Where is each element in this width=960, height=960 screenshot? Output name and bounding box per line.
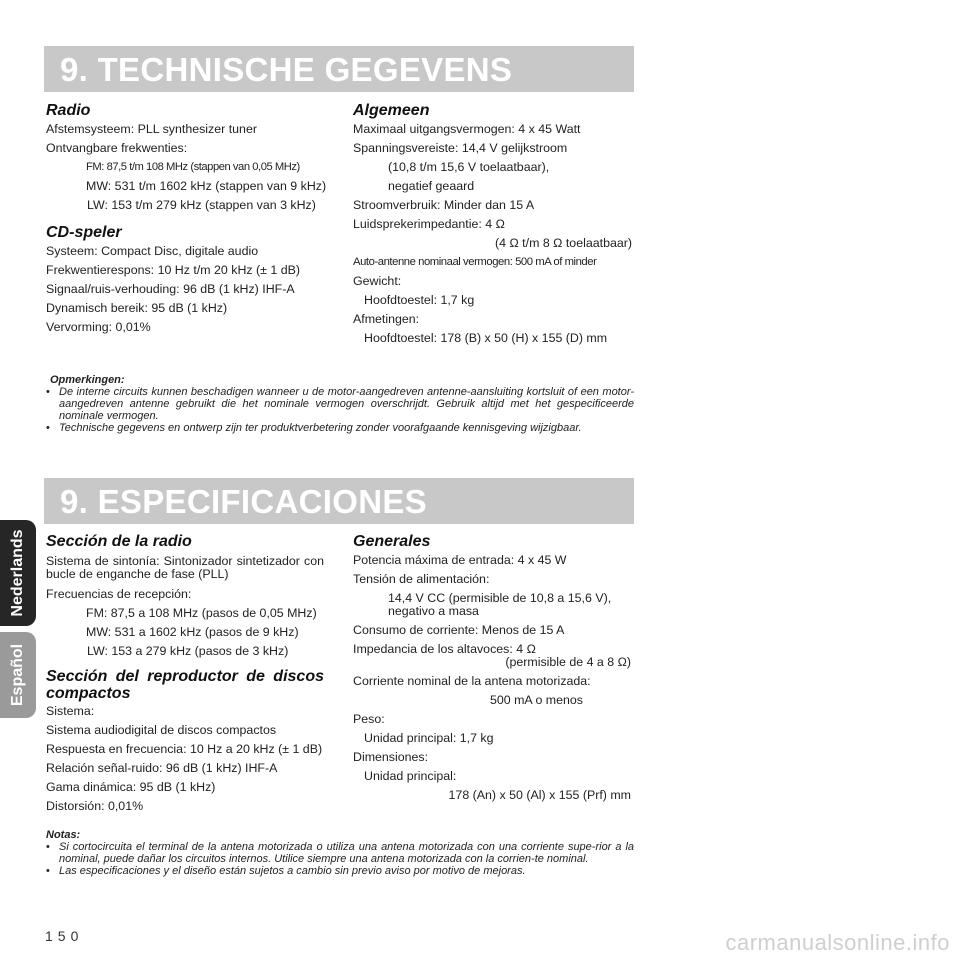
bullet-icon: • (46, 841, 50, 853)
es-notes-heading: Notas: (46, 829, 81, 841)
nl-general-weight2: Hoofdtoestel: 1,7 kg (364, 293, 475, 307)
language-tab-label: Español (9, 643, 26, 707)
es-general-column (353, 532, 635, 805)
es-cd-line: Distorsión: 0,01% (46, 799, 144, 813)
nl-general-supply: Spanningsvereiste: 14,4 V gelijkstroom (353, 141, 568, 155)
es-general-supply3: negativo a masa (388, 604, 479, 618)
es-note-item: • Si cortocircuita el terminal de la antena motorizada o utiliza una antena motorizada con una corriente supe-rior a la nominal, puede dañar los circuitos internos. Utilice siempre una antena motorizada con la corrien-te nominal. (46, 841, 634, 865)
nl-general-dims: Afmetingen: (353, 312, 420, 326)
es-general-dims2: Unidad principal: (364, 769, 457, 783)
nl-radio-lw: LW: 153 t/m 279 kHz (stappen van 3 kHz) (87, 198, 316, 212)
nl-general-heading: Algemeen (353, 102, 430, 119)
es-radio-lw: LW: 153 a 279 kHz (pasos de 3 kHz) (87, 644, 289, 658)
nl-radio-fm: FM: 87,5 t/m 108 MHz (stappen van 0,05 MHz) (86, 161, 300, 173)
nl-general-dims2: Hoofdtoestel: 178 (B) x 50 (H) x 155 (D) mm (364, 331, 608, 345)
nl-general-impedance: Luidsprekerimpedantie: 4 Ω (353, 217, 505, 231)
nl-note-item: • De interne circuits kunnen beschadigen wanneer u de motor-aangedreven antenne-aansluiting kortsluit of een motor-aangedreven antenne gebruikt die het nominale vermogen overschrijdt. Gebruik altijd met het gespecificeerde nominale vermogen. (46, 386, 634, 422)
nl-general-impedance2: (4 Ω t/m 8 Ω toelaatbaar) (495, 236, 632, 250)
nl-general-supply3: negatief geaard (388, 179, 475, 193)
nl-cd-line: Vervorming: 0,01% (46, 320, 151, 334)
es-general-dims: Dimensiones: (353, 750, 429, 764)
nl-note-item: • Technische gegevens en ontwerp zijn ter produktverbetering zonder voorafgaande kennisgeving wijzigbaar. (46, 422, 582, 434)
nl-radio-column (46, 101, 336, 337)
es-radio-line1: Sistema de sintonía: Sintonizador sintetizador con bucle de enganche de fase (PLL) (46, 554, 324, 581)
section-banner-nl (44, 46, 634, 92)
es-general-weight2: Unidad principal: 1,7 kg (364, 731, 494, 745)
es-cd-line: Respuesta en frecuencia: 10 Hz a 20 kHz (± 1 dB) (46, 742, 323, 756)
watermark: carmanualsonline.info (725, 930, 950, 955)
nl-general-power: Maximaal uitgangsvermogen: 4 x 45 Watt (353, 122, 581, 136)
nl-cd-line: Systeem: Compact Disc, digitale audio (46, 244, 259, 258)
language-tab-espanol[interactable] (0, 632, 36, 718)
bullet-icon: • (46, 865, 50, 877)
es-general-impedance2: (permisible de 4 a 8 Ω) (505, 655, 631, 669)
nl-general-column (353, 101, 635, 348)
nl-general-weight: Gewicht: (353, 274, 402, 288)
nl-notes-heading: Opmerkingen: (50, 374, 125, 386)
es-general-impedance: Impedancia de los altavoces: 4 Ω (353, 642, 536, 656)
es-cd-line: Sistema audiodigital de discos compactos (46, 723, 277, 737)
es-radio-line2: Frecuencias de recepción: (46, 587, 192, 601)
es-radio-heading: Sección de la radio (46, 533, 192, 550)
es-general-heading: Generales (353, 533, 431, 550)
nl-radio-line: Ontvangbare frekwenties: (46, 141, 188, 155)
es-note-item: • Las especificaciones y el diseño están sujetos a cambio sin previo aviso por motivo de mejoras. (46, 865, 526, 877)
nl-general-supply2: (10,8 t/m 15,6 V toelaatbaar), (388, 160, 550, 174)
nl-cd-line: Signaal/ruis-verhouding: 96 dB (1 kHz) IHF-A (46, 282, 295, 296)
section-title-nl: 9. TECHNISCHE GEGEVENS (60, 51, 513, 88)
es-cd-line: Sistema: (46, 704, 95, 718)
page-number: 150 (45, 928, 84, 944)
nl-cd-heading: CD-speler (46, 224, 122, 241)
language-tab-label: Nederlands (9, 529, 26, 617)
es-general-dims3: 178 (An) x 50 (Al) x 155 (Prf) mm (448, 788, 631, 802)
es-general-weight: Peso: (353, 712, 385, 726)
es-general-antenna2: 500 mA o menos (490, 693, 583, 707)
nl-radio-mw: MW: 531 t/m 1602 kHz (stappen van 9 kHz) (86, 179, 327, 193)
section-title-es: 9. ESPECIFICACIONES (60, 483, 427, 520)
nl-general-antenna: Auto-antenne nominaal vermogen: 500 mA of minder (353, 256, 597, 268)
bullet-icon: • (46, 386, 50, 398)
es-cd-heading: Sección del reproductor de discos compactos (46, 668, 324, 702)
es-radio-fm: FM: 87,5 a 108 MHz (pasos de 0,05 MHz) (86, 606, 317, 620)
nl-cd-line: Frekwentierespons: 10 Hz t/m 20 kHz (± 1 dB) (46, 263, 301, 277)
es-general-antenna: Corriente nominal de la antena motorizada: (353, 674, 591, 688)
es-general-current: Consumo de corriente: Menos de 15 A (353, 623, 565, 637)
es-general-supply2: 14,4 V CC (permisible de 10,8 a 15,6 V), (388, 591, 612, 605)
es-radio-column (46, 532, 324, 816)
es-cd-line: Relación señal-ruido: 96 dB (1 kHz) IHF-A (46, 761, 278, 775)
es-general-supply: Tensión de alimentación: (353, 572, 490, 586)
bullet-icon: • (46, 422, 50, 434)
nl-radio-heading: Radio (46, 102, 91, 119)
nl-radio-line: Afstemsysteem: PLL synthesizer tuner (46, 122, 257, 136)
section-banner-es (44, 478, 634, 524)
es-notes (46, 829, 634, 877)
es-radio-mw: MW: 531 a 1602 kHz (pasos de 9 kHz) (86, 625, 299, 639)
nl-general-current: Stroomverbruik: Minder dan 15 A (353, 198, 535, 212)
es-cd-line: Gama dinámica: 95 dB (1 kHz) (46, 780, 216, 794)
nl-notes (46, 374, 634, 434)
nl-cd-line: Dynamisch bereik: 95 dB (1 kHz) (46, 301, 228, 315)
language-tab-nederlands[interactable] (0, 520, 36, 626)
es-general-power: Potencia máxima de entrada: 4 x 45 W (353, 553, 567, 567)
